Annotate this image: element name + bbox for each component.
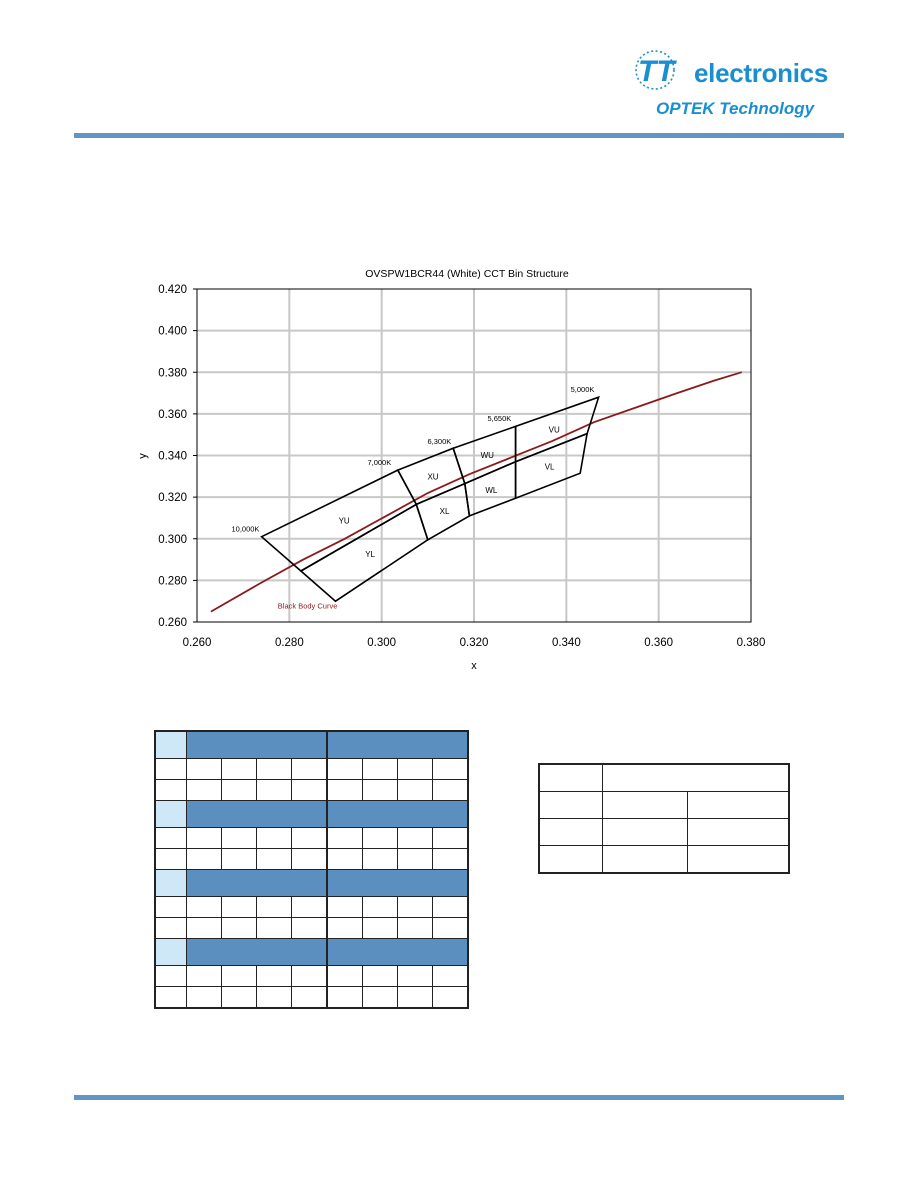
logo-optek-text: OPTEK Technology bbox=[656, 99, 815, 118]
bin-table-corner-cell bbox=[155, 801, 187, 828]
bin-table-cell bbox=[257, 918, 292, 939]
bin-table-cell bbox=[187, 918, 222, 939]
blackbody-curve-label: Black Body Curve bbox=[277, 601, 338, 611]
y-axis-ticks bbox=[158, 284, 197, 629]
side-table-cell bbox=[603, 846, 688, 874]
cct-label: 10,000K bbox=[231, 524, 260, 534]
bin-table-cell bbox=[257, 966, 292, 987]
side-table-cell bbox=[688, 819, 790, 846]
x-axis-ticks bbox=[183, 637, 766, 649]
bin-table-row bbox=[155, 897, 468, 918]
cct-label: 5,650K bbox=[487, 414, 512, 424]
bin-table-cell bbox=[187, 987, 222, 1009]
bin-table-cell bbox=[222, 897, 257, 918]
bin-table-group-header bbox=[155, 801, 468, 828]
bin-table-cell bbox=[363, 918, 398, 939]
bin-table-cell bbox=[257, 828, 292, 849]
bin-table-cell bbox=[292, 828, 328, 849]
bin-yu-label: YU bbox=[338, 516, 350, 526]
bin-table-cell bbox=[187, 966, 222, 987]
y-tick-label: 0.380 bbox=[158, 367, 187, 380]
bin-table-cell bbox=[292, 849, 328, 870]
bin-table-header-cell bbox=[327, 939, 468, 966]
blackbody-curve-line bbox=[211, 372, 742, 611]
bin-table-row-header bbox=[155, 849, 187, 870]
bin-table-row bbox=[155, 966, 468, 987]
bin-xu-label: XU bbox=[427, 472, 439, 482]
bin-table-cell bbox=[363, 897, 398, 918]
bin-table-cell bbox=[327, 918, 363, 939]
bin-table-cell bbox=[398, 828, 433, 849]
bin-table-row-header bbox=[155, 759, 187, 780]
x-tick-label: 0.260 bbox=[182, 637, 212, 649]
bin-table-header-cell bbox=[327, 801, 468, 828]
y-tick-label: 0.360 bbox=[158, 408, 187, 421]
bin-table-cell bbox=[292, 918, 328, 939]
y-tick-label: 0.320 bbox=[158, 492, 187, 505]
y-tick-label: 0.260 bbox=[158, 617, 187, 629]
bin-table-cell bbox=[187, 780, 222, 801]
bin-wl-label: WL bbox=[485, 485, 498, 495]
x-tick-label: 0.380 bbox=[736, 637, 766, 649]
bin-table-header-cell bbox=[187, 731, 328, 759]
bin-table-cell bbox=[327, 780, 363, 801]
cct-label: 6,300K bbox=[427, 437, 452, 447]
bin-xl-label: XL bbox=[439, 506, 450, 516]
bin-table-cell bbox=[257, 849, 292, 870]
bin-table-cell bbox=[187, 828, 222, 849]
bin-table-cell bbox=[398, 897, 433, 918]
header-rule bbox=[74, 133, 844, 138]
bin-table-cell bbox=[292, 987, 328, 1009]
bin-table-cell bbox=[398, 780, 433, 801]
y-tick-label: 0.340 bbox=[158, 450, 187, 463]
side-table-row bbox=[539, 792, 789, 819]
bin-vu-label: VU bbox=[548, 425, 560, 435]
bin-table-cell bbox=[398, 966, 433, 987]
bin-table bbox=[154, 730, 469, 1009]
bin-yl-label: YL bbox=[365, 550, 376, 560]
bin-table-row bbox=[155, 759, 468, 780]
bin-table-cell bbox=[433, 966, 469, 987]
bin-table-cell bbox=[327, 828, 363, 849]
side-table-cell bbox=[603, 819, 688, 846]
bin-table-header-cell bbox=[187, 870, 328, 897]
bin-table-cell bbox=[187, 759, 222, 780]
side-table-cell bbox=[688, 792, 790, 819]
bin-table-cell bbox=[257, 897, 292, 918]
side-table bbox=[538, 763, 790, 874]
bin-table-cell bbox=[257, 759, 292, 780]
bin-table-cell bbox=[292, 966, 328, 987]
bin-table-corner-cell bbox=[155, 939, 187, 966]
bin-table-cell bbox=[398, 849, 433, 870]
x-axis-label: x bbox=[471, 660, 477, 672]
bin-table-cell bbox=[222, 987, 257, 1009]
bin-table-cell bbox=[327, 966, 363, 987]
side-table-cell bbox=[688, 846, 790, 874]
bin-table-corner-cell bbox=[155, 870, 187, 897]
bin-table-cell bbox=[363, 966, 398, 987]
bin-table-cell bbox=[433, 780, 469, 801]
bin-table-cell bbox=[257, 987, 292, 1009]
bin-table-group-header bbox=[155, 870, 468, 897]
bin-table-row-header bbox=[155, 987, 187, 1009]
cct-label: 7,000K bbox=[367, 457, 392, 467]
bin-table-row bbox=[155, 849, 468, 870]
bin-table-header-cell bbox=[327, 731, 468, 759]
footer-rule bbox=[74, 1095, 844, 1100]
side-table-cell bbox=[539, 846, 603, 874]
bin-table-row-header bbox=[155, 897, 187, 918]
bin-table-header-cell bbox=[327, 870, 468, 897]
bin-table-cell bbox=[363, 759, 398, 780]
bin-table-cell bbox=[363, 780, 398, 801]
logo bbox=[620, 44, 850, 124]
bin-table-cell bbox=[327, 849, 363, 870]
side-table-cell bbox=[603, 792, 688, 819]
bin-table-cell bbox=[292, 780, 328, 801]
y-tick-label: 0.300 bbox=[158, 533, 187, 546]
bin-table-cell bbox=[433, 987, 469, 1009]
bin-table-cell bbox=[222, 759, 257, 780]
y-tick-label: 0.280 bbox=[158, 575, 187, 588]
cct-labels bbox=[231, 385, 594, 533]
side-table-cell bbox=[539, 819, 603, 846]
bin-table-cell bbox=[292, 897, 328, 918]
bin-wu-label: WU bbox=[480, 450, 494, 460]
x-tick-label: 0.280 bbox=[274, 637, 304, 649]
bin-table-cell bbox=[363, 987, 398, 1009]
side-table-row bbox=[539, 819, 789, 846]
logo-electronics-text: electronics bbox=[694, 58, 828, 88]
bin-table-cell bbox=[222, 780, 257, 801]
x-tick-label: 0.320 bbox=[459, 637, 489, 649]
bin-table-row-header bbox=[155, 918, 187, 939]
bin-table-group-header bbox=[155, 939, 468, 966]
bin-table-cell bbox=[187, 897, 222, 918]
bin-table-row bbox=[155, 780, 468, 801]
bin-table-cell bbox=[292, 759, 328, 780]
y-tick-label: 0.400 bbox=[158, 325, 187, 338]
bin-table-cell bbox=[398, 759, 433, 780]
bin-table-cell bbox=[433, 897, 469, 918]
side-table-cell bbox=[539, 792, 603, 819]
bin-table-cell bbox=[187, 849, 222, 870]
cct-bin-chart bbox=[130, 258, 770, 678]
bin-table-row bbox=[155, 828, 468, 849]
bin-table-row-header bbox=[155, 780, 187, 801]
side-table-cell bbox=[603, 764, 790, 792]
bin-table-cell bbox=[433, 918, 469, 939]
x-tick-label: 0.340 bbox=[551, 637, 581, 649]
x-tick-label: 0.300 bbox=[367, 637, 397, 649]
bin-table-cell bbox=[433, 759, 469, 780]
bin-table-cell bbox=[433, 849, 469, 870]
x-tick-label: 0.360 bbox=[644, 637, 674, 649]
bin-table-cell bbox=[257, 780, 292, 801]
tt-logo-icon bbox=[628, 48, 682, 92]
bin-table-row bbox=[155, 987, 468, 1009]
bin-table-row-header bbox=[155, 966, 187, 987]
bin-table-cell bbox=[327, 759, 363, 780]
y-tick-label: 0.420 bbox=[158, 284, 187, 296]
chart-title: OVSPW1BCR44 (White) CCT Bin Structure bbox=[365, 268, 569, 280]
logo-tt-text: TT bbox=[638, 55, 675, 88]
side-table-cell bbox=[539, 764, 603, 792]
bin-table-group-header bbox=[155, 731, 468, 759]
bin-table-cell bbox=[398, 918, 433, 939]
bin-table-cell bbox=[363, 849, 398, 870]
bin-table-cell bbox=[327, 897, 363, 918]
bin-table-cell bbox=[433, 828, 469, 849]
bin-table-cell bbox=[222, 966, 257, 987]
y-axis-label: y bbox=[137, 453, 149, 459]
bin-table-cell bbox=[222, 828, 257, 849]
bin-table-cell bbox=[222, 849, 257, 870]
bin-table-row bbox=[155, 918, 468, 939]
bin-table-cell bbox=[222, 918, 257, 939]
bin-vl-label: VL bbox=[544, 462, 555, 472]
bin-table-header-cell bbox=[187, 801, 328, 828]
bin-table-corner-cell bbox=[155, 731, 187, 759]
bin-table-cell bbox=[327, 987, 363, 1009]
bin-table-header-cell bbox=[187, 939, 328, 966]
side-table-row bbox=[539, 764, 789, 792]
bin-table-cell bbox=[363, 828, 398, 849]
bin-table-cell bbox=[398, 987, 433, 1009]
cct-label: 5,000K bbox=[570, 385, 595, 395]
side-table-row bbox=[539, 846, 789, 874]
bin-table-row-header bbox=[155, 828, 187, 849]
